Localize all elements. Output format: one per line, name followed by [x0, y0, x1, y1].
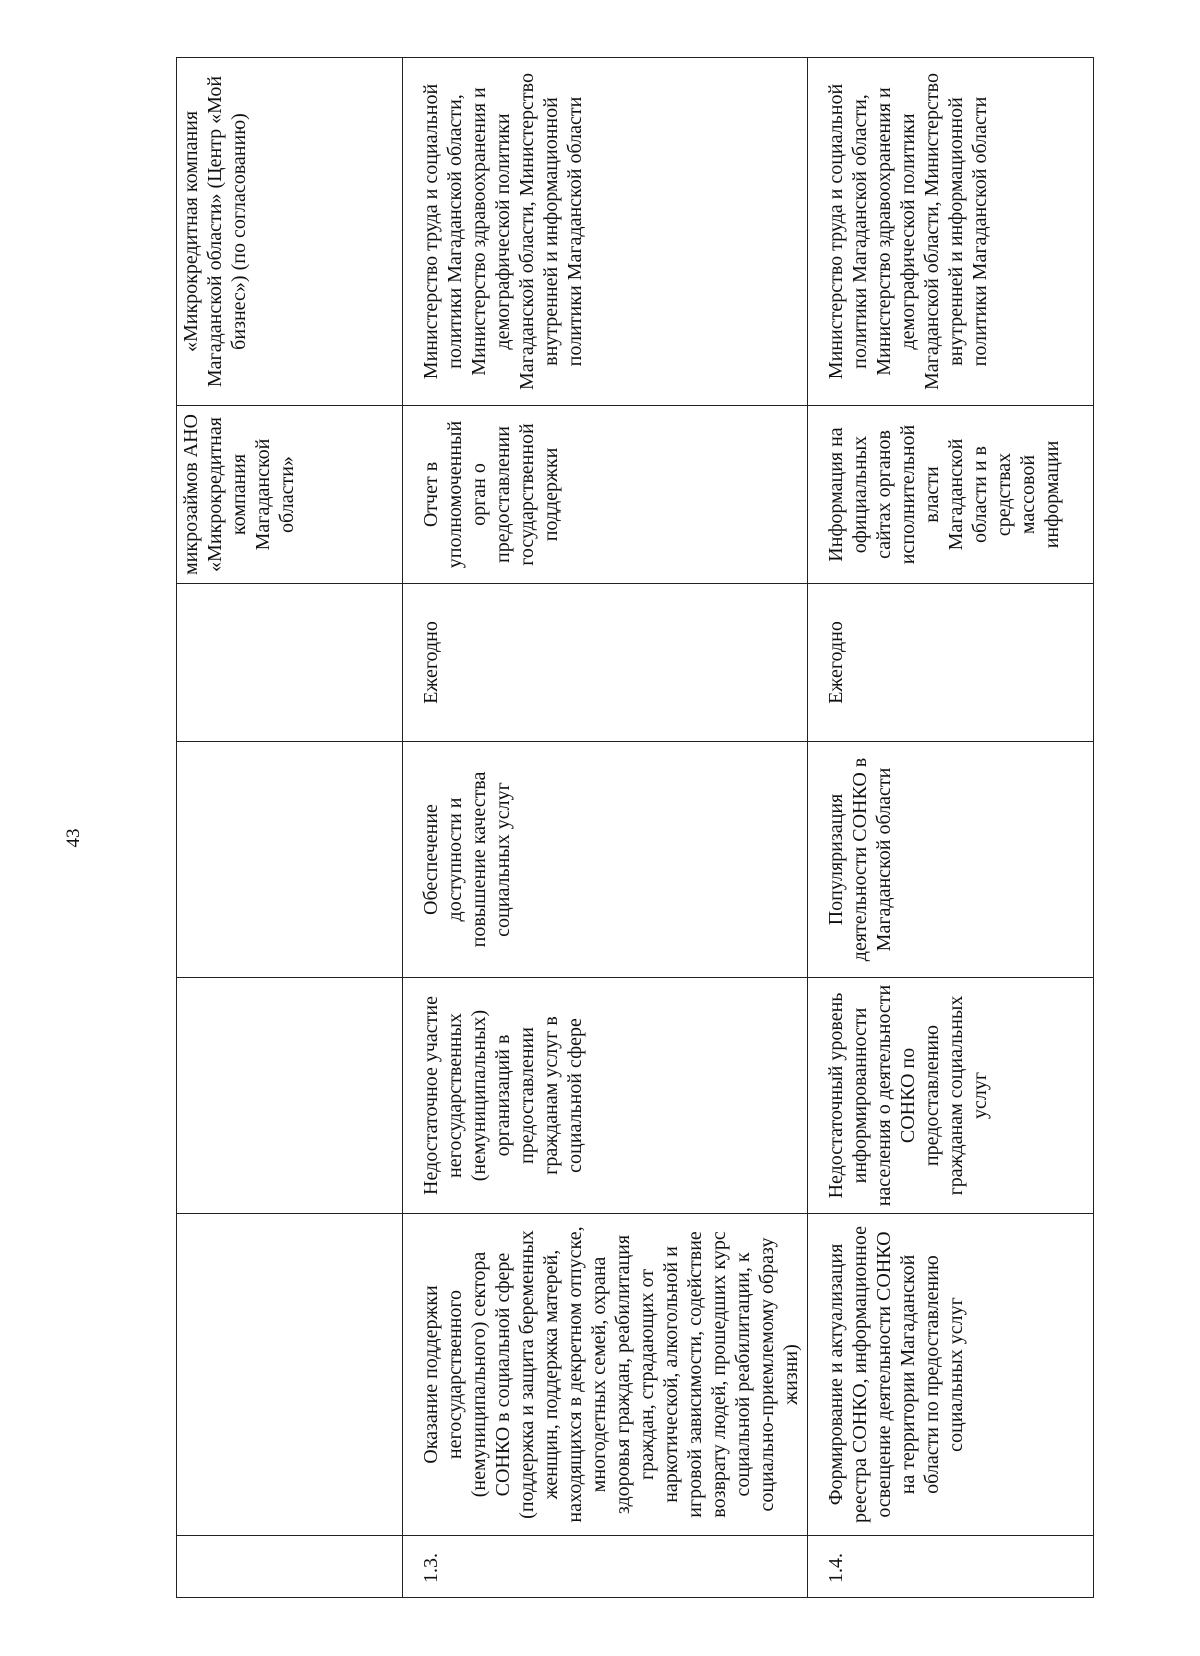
report-cell: Отчет в уполномоченный орган о предоставлении государственной поддержки	[403, 406, 808, 584]
table-row	[403, 58, 808, 1598]
empty-cell	[177, 1214, 403, 1536]
row-number: 1.4.	[808, 1536, 1094, 1598]
problem-cell: Недостаточный уровень информированности населения о деятельности СОНКО по предоставлению гражданам социальных услуг	[808, 978, 1094, 1214]
event-cell: Оказание поддержки негосударственного (немуниципального) сектора СОНКО в социальной сфере (поддержка и защита беременных женщин, поддержка матерей, находящихся в декретном отпуске, многодетных семей, охрана здоровья граждан, реабилитация граждан, страдающих от наркотической, алкогольной и игровой зависимости, содействие возврату людей, прошедших курс социальной реабилитации, к социально-приемлемому образу жизни)	[403, 1214, 808, 1536]
responsible-cell: Министерство труда и социальной политики Магаданской области, Министерство здравоохранения и демографической политики Магаданской области, Министерство внутренней и информационной политики Магаданской области	[808, 58, 1094, 406]
page-number: 43	[63, 828, 84, 848]
partner-cell: «Микрокредитная компания Магаданской области» (Центр «Мой бизнес») (по согласованию)	[177, 58, 403, 406]
empty-cell	[177, 978, 403, 1214]
result-cell: Популяризация деятельности СОНКО в Магаданской области	[808, 742, 1094, 978]
empty-cell	[177, 584, 403, 742]
responsible-cell: Министерство труда и социальной политики Магаданской области, Министерство здравоохранения и демографической политики Магаданской области, Министерство внутренней и информационной политики Магаданской области	[403, 58, 808, 406]
empty-cell	[177, 1536, 403, 1598]
empty-cell	[177, 742, 403, 978]
measures-table	[176, 57, 1094, 1598]
rotated-table-container	[176, 58, 1076, 1598]
result-cell: Обеспечение доступности и повышение качества социальных услуг	[403, 742, 808, 978]
event-cell: Формирование и актуализация реестра СОНКО, информационное освещение деятельности СОНКО на территории Магаданской области по предоставлению социальных услуг	[808, 1214, 1094, 1536]
continued-row	[177, 58, 403, 1598]
term-cell: Ежегодно	[808, 584, 1094, 742]
executor-cell: микрозаймов АНО «Микрокредитная компания Магаданской области»	[177, 406, 403, 584]
problem-cell: Недостаточное участие негосударственных (немуниципальных) организаций в предоставлении гражданам услуг в социальной сфере	[403, 978, 808, 1214]
table-row	[808, 58, 1094, 1598]
row-number: 1.3.	[403, 1536, 808, 1598]
term-cell: Ежегодно	[403, 584, 808, 742]
report-cell: Информация на официальных сайтах органов исполнительной власти Магаданской области и в средствах массовой информации	[808, 406, 1094, 584]
